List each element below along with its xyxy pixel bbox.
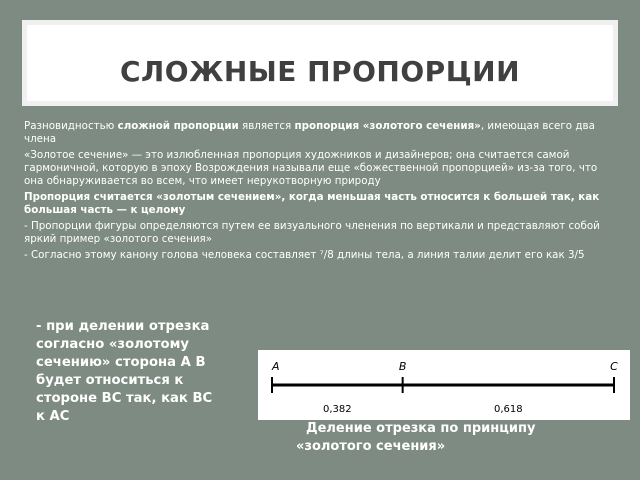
paragraph-4: - Пропорции фигуры определяются путем ее визуального членения по вертикали и представляют собой яркий пример «золотого сечения» xyxy=(24,220,600,245)
paragraph-5: - Согласно этому канону голова человека составляет ⁷/8 длины тела, а линия талии делит его как 3/5 xyxy=(24,249,585,261)
body-text xyxy=(24,120,606,265)
label-a: A xyxy=(272,360,280,373)
left-note: - при делении отрезка согласно «золотому сечению» сторона A B будет относиться к стороне BC так, как BC к AC xyxy=(36,319,213,424)
figure-caption xyxy=(296,420,616,456)
golden-section-figure xyxy=(258,350,630,420)
paragraph-1 xyxy=(24,120,606,146)
p1-text-2: является xyxy=(238,120,295,132)
slide-title: СЛОЖНЫЕ ПРОПОРЦИИ xyxy=(119,55,521,88)
label-b: B xyxy=(398,360,407,373)
title-box xyxy=(22,20,618,106)
caption-line-2: «золотого сечения» xyxy=(296,439,446,454)
p1-text-3: , имеющая всего два члена xyxy=(24,120,595,145)
segment-diagram xyxy=(258,350,630,420)
label-c: C xyxy=(610,360,618,373)
p1-bold-2: пропорция «золотого сечения» xyxy=(294,120,481,132)
caption-line-1: Деление отрезка по принципу xyxy=(306,421,536,436)
p1-bold-1: сложной пропорции xyxy=(117,120,239,132)
paragraph-3 xyxy=(24,191,606,217)
segment-1-value: 0,382 xyxy=(323,404,352,415)
p3-bold: Пропорция считается «золотым сечением», когда меньшая часть относится к большей так, как большая часть — к целому xyxy=(24,191,600,216)
p1-text-1: Разновидностью xyxy=(24,120,118,132)
paragraph-2: «Золотое сечение» — это излюбленная пропорция художников и дизайнеров; она считается самой гармоничной, которую в эпоху Возрождения называли еще «божественной пропорцией» из-за того, что она обнаруживается во всем, что имеет нерукотворную природу xyxy=(24,149,598,187)
segment-2-value: 0,618 xyxy=(494,404,523,415)
